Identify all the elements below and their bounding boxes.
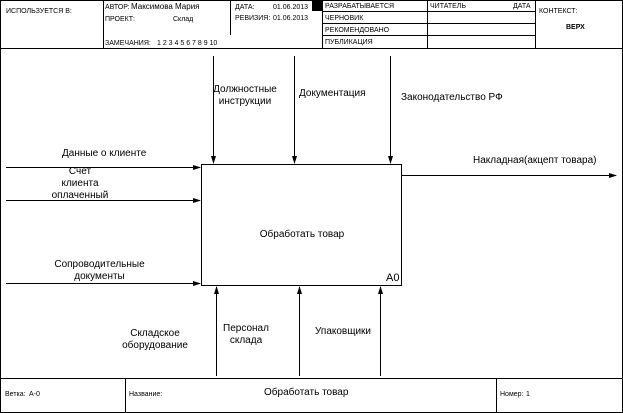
outer-border — [1, 1, 623, 413]
number-label: Номер: — [500, 391, 524, 398]
label-client-data: Данные о клиенте — [62, 148, 147, 159]
label-warehouse-staff-line-2: склада — [229, 335, 263, 346]
label-warehouse-equipment — [120, 328, 190, 352]
reader-date-label: ДАТА — [513, 3, 531, 10]
label-warehouse-staff — [221, 323, 271, 347]
context-value: ВЕРХ — [566, 24, 585, 31]
notes-numbers: 1 2 3 4 5 6 7 8 9 10 — [157, 40, 218, 47]
label-job-instructions-line-1: Должностные — [213, 84, 277, 95]
status-recommended[interactable]: РЕКОМЕНДОВАНО — [325, 27, 390, 34]
context-label: КОНТЕКСТ: — [539, 8, 578, 15]
date-label: ДАТА: — [235, 4, 255, 11]
reader-label: ЧИТАТЕЛЬ — [430, 3, 466, 10]
label-invoice-paid-line-1: Счет — [68, 166, 92, 177]
label-job-instructions — [212, 84, 278, 108]
label-packers: Упаковщики — [315, 326, 372, 337]
used-in-label: ИСПОЛЬЗУЕТСЯ В: — [6, 8, 72, 15]
author-value: Максимова Мария — [131, 2, 200, 11]
status-selected-marker — [312, 1, 323, 11]
date-value: 01.06.2013 — [273, 4, 309, 11]
label-warehouse-equipment-line-2: оборудование — [122, 340, 188, 351]
node-value: A-0 — [29, 391, 40, 398]
function-id: A0 — [386, 272, 400, 284]
title-value: Обработать товар — [264, 387, 349, 398]
label-invoice-paid-line-2: клиента — [61, 178, 99, 189]
label-waybill: Накладная(акцепт товара) — [473, 155, 597, 166]
project-value: Склад — [173, 16, 194, 23]
notes-label: ЗАМЕЧАНИЯ: — [105, 40, 151, 47]
label-accompanying-docs-line-1: Сопроводительные — [54, 259, 145, 270]
author-label: АВТОР: — [105, 4, 130, 11]
revision-value: 01.06.2013 — [273, 15, 309, 22]
status-developing[interactable]: РАЗРАБАТЫВАЕТСЯ — [325, 3, 395, 10]
label-invoice-paid — [50, 166, 110, 202]
revision-label: РЕВИЗИЯ: — [235, 15, 271, 22]
status-draft[interactable]: ЧЕРНОВИК — [325, 15, 364, 22]
label-warehouse-staff-line-1: Персонал — [223, 323, 269, 334]
title-label: Название: — [129, 391, 163, 398]
project-label: ПРОЕКТ: — [105, 16, 135, 23]
label-accompanying-docs — [52, 259, 147, 283]
status-publication[interactable]: ПУБЛИКАЦИЯ — [325, 39, 373, 46]
label-legislation: Законодательство РФ — [401, 92, 503, 103]
label-warehouse-equipment-line-1: Складское — [130, 328, 180, 339]
node-label: Ветка: — [5, 391, 26, 398]
function-box[interactable] — [202, 165, 402, 286]
label-invoice-paid-line-3: оплаченный — [51, 190, 109, 201]
function-name: Обработать товар — [259, 229, 345, 240]
label-accompanying-docs-line-2: документы — [74, 271, 125, 282]
number-value: 1 — [526, 391, 530, 398]
label-documentation: Документация — [299, 88, 366, 99]
label-job-instructions-line-2: инструкции — [218, 96, 272, 107]
